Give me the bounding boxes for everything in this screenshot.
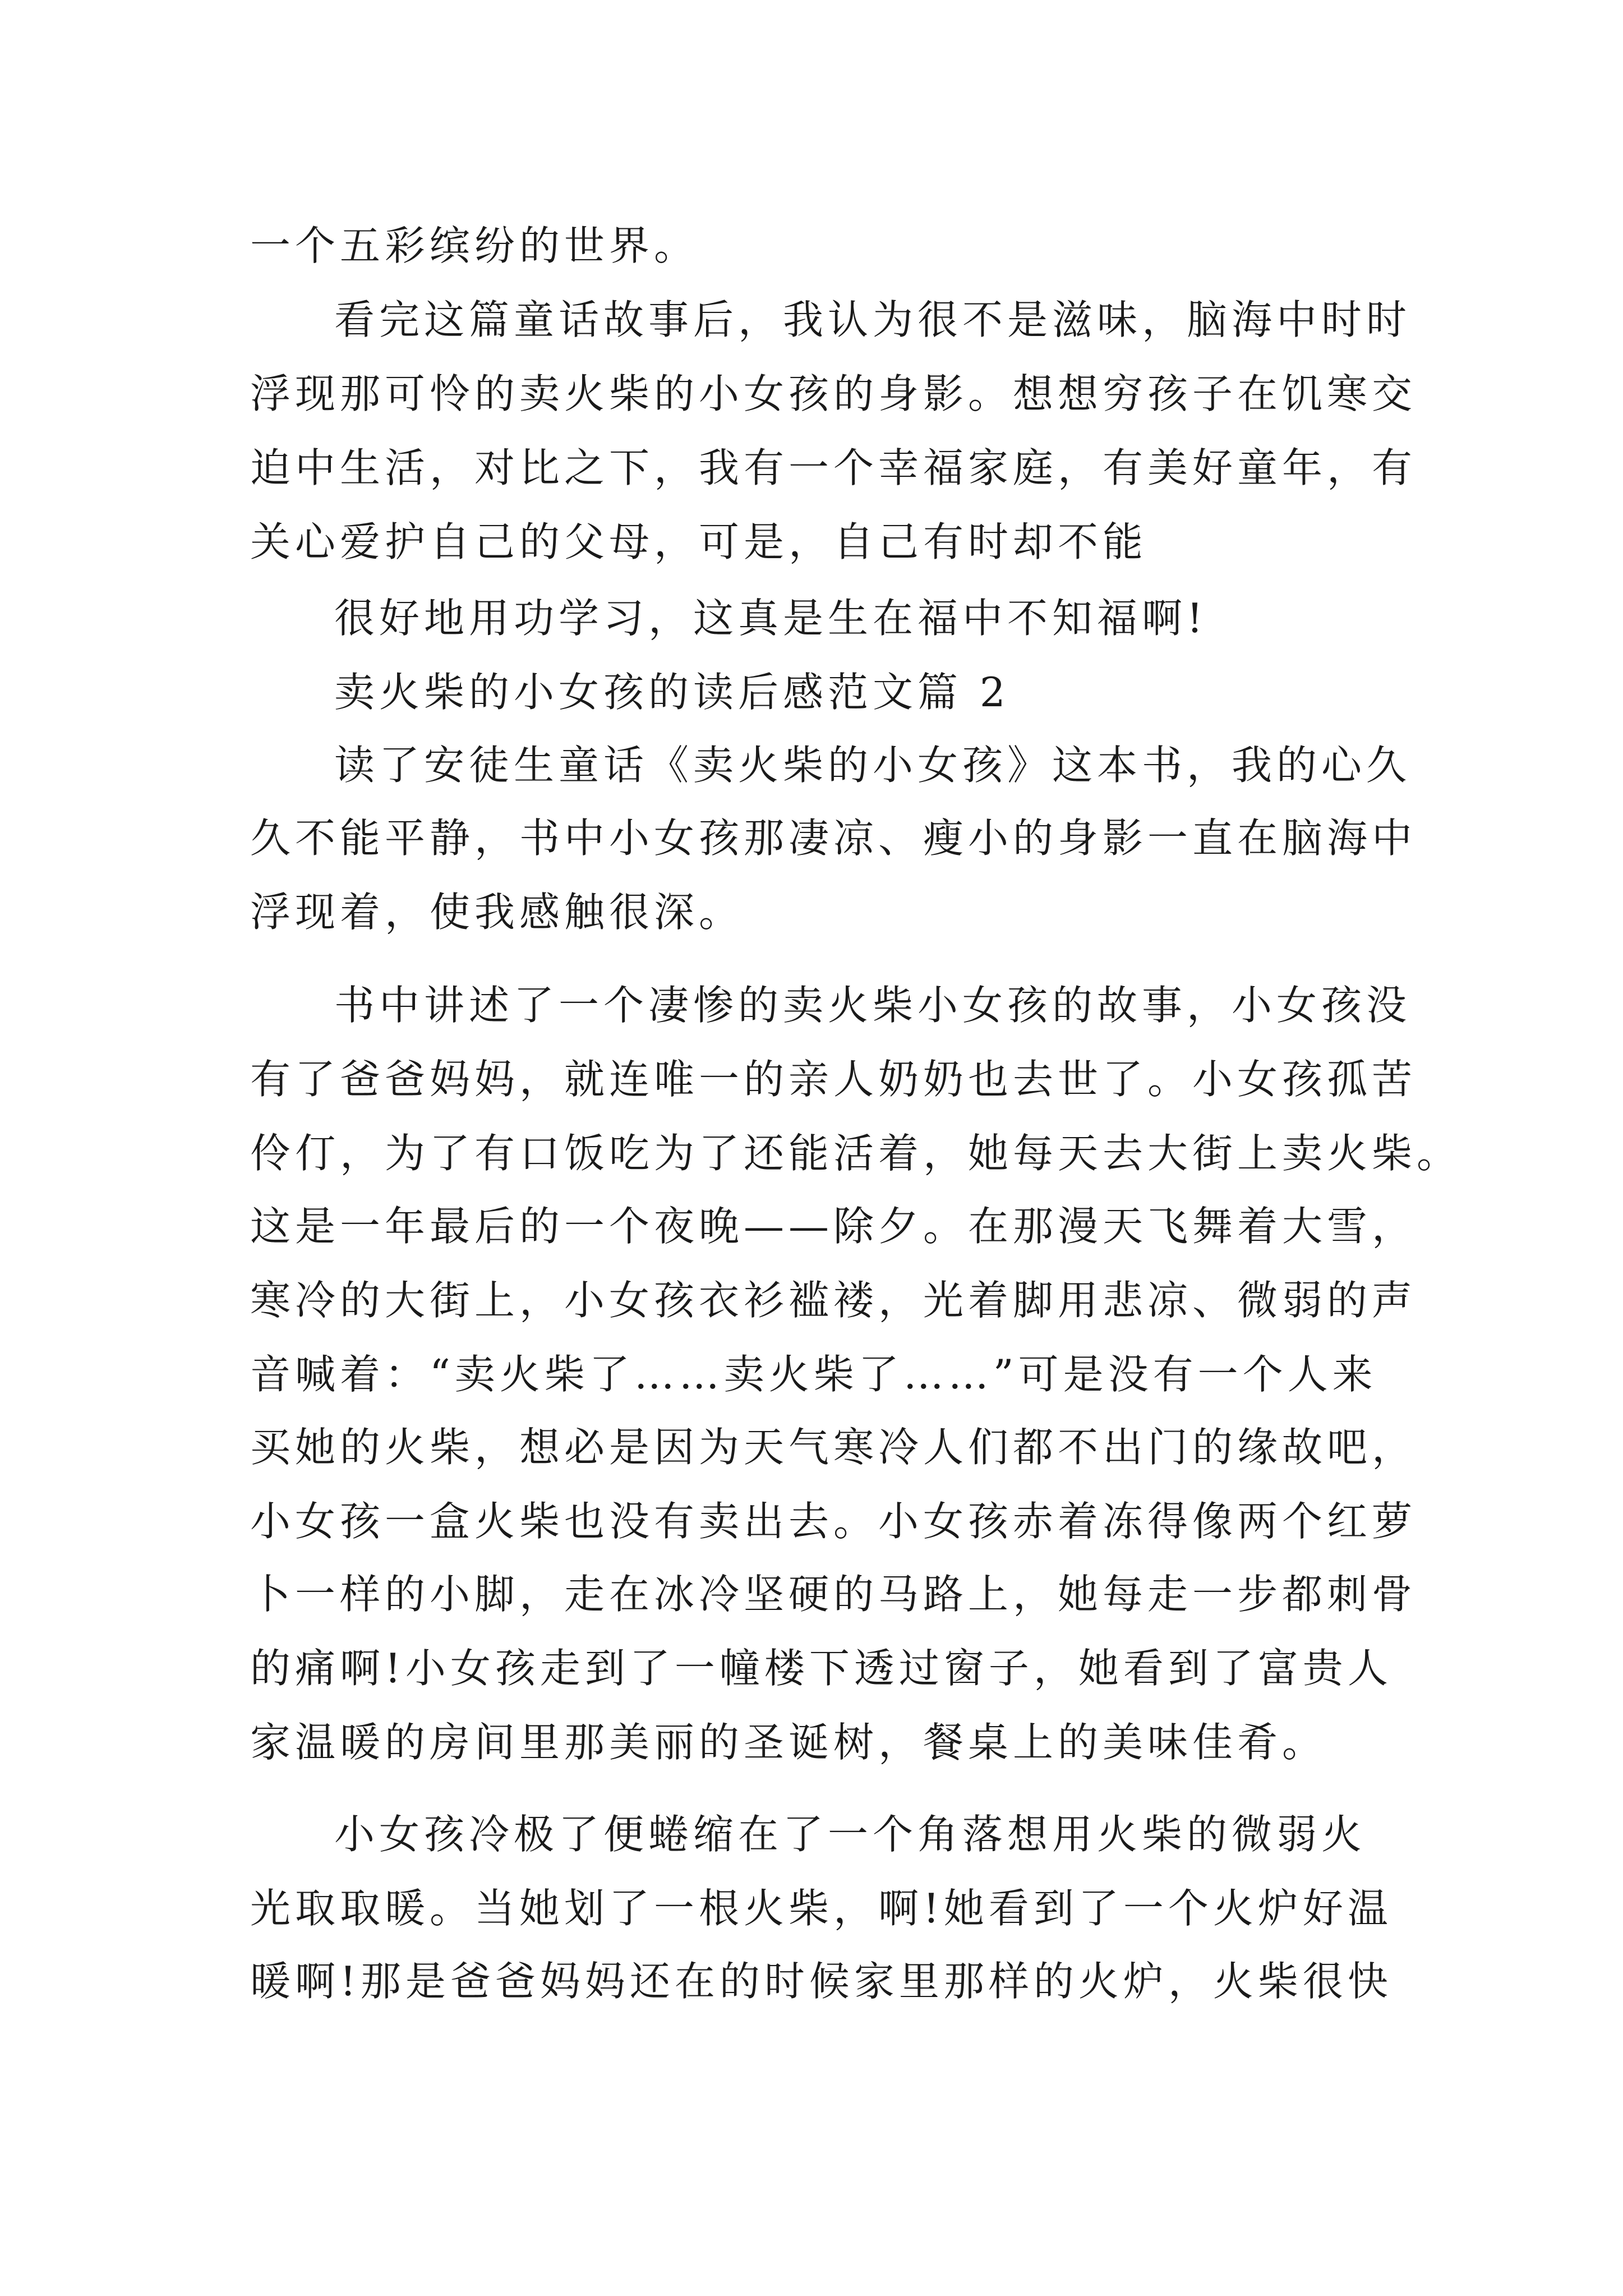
text-line: 小女孩冷极了便蜷缩在了一个角落想用火柴的微弱火 (334, 1811, 1367, 1858)
text-line: 买她的火柴，想必是因为天气寒冷人们都不出门的缘故吧， (250, 1424, 1417, 1471)
text-line: 暖啊!那是爸爸妈妈还在的时候家里那样的火炉，火柴很快 (250, 1958, 1393, 2005)
text-line: 音喊着：“卖火柴了……卖火柴了……”可是没有一个人来 (250, 1351, 1377, 1398)
text-line: 书中讲述了一个凄惨的卖火柴小女孩的故事，小女孩没 (334, 982, 1412, 1029)
text-line: 这是一年最后的一个夜晚——除夕。在那漫天飞舞着大雪， (250, 1203, 1417, 1250)
text-line: 家温暖的房间里那美丽的圣诞树，餐桌上的美味佳肴。 (250, 1719, 1327, 1766)
text-line: 迫中生活，对比之下，我有一个幸福家庭，有美好童年，有 (250, 444, 1417, 491)
text-line: 看完这篇童话故事后，我认为很不是滋味，脑海中时时 (334, 296, 1412, 343)
text-line: 关心爱护自己的父母，可是，自己有时却不能 (250, 518, 1148, 565)
text-line: 一个五彩缤纷的世界。 (250, 222, 699, 269)
text-line: 很好地用功学习，这真是生在福中不知福啊! (334, 595, 1207, 642)
text-line: 寒冷的大街上，小女孩衣衫褴褛，光着脚用悲凉、微弱的声 (250, 1277, 1417, 1324)
text-line: 光取取暖。当她划了一根火柴，啊!她看到了一个火炉好温 (250, 1885, 1393, 1932)
text-line: 卜一样的小脚，走在冰冷坚硬的马路上，她每走一步都刺骨 (250, 1571, 1417, 1618)
section-heading: 卖火柴的小女孩的读后感范文篇 2 (334, 669, 1010, 716)
text-line: 伶仃，为了有口饭吃为了还能活着，她每天去大街上卖火柴。 (250, 1130, 1462, 1177)
text-line: 有了爸爸妈妈，就连唯一的亲人奶奶也去世了。小女孩孤苦 (250, 1056, 1417, 1103)
text-line: 浮现那可怜的卖火柴的小女孩的身影。想想穷孩子在饥寒交 (250, 370, 1417, 417)
text-line: 的痛啊!小女孩走到了一幢楼下透过窗子，她看到了富贵人 (250, 1645, 1393, 1692)
text-line: 读了安徒生童话《卖火柴的小女孩》这本书，我的心久 (334, 742, 1412, 789)
text-line: 小女孩一盒火柴也没有卖出去。小女孩赤着冻得像两个红萝 (250, 1498, 1417, 1545)
text-line: 浮现着，使我感触很深。 (250, 889, 744, 936)
text-line: 久不能平静，书中小女孩那凄凉、瘦小的身影一直在脑海中 (250, 815, 1417, 862)
